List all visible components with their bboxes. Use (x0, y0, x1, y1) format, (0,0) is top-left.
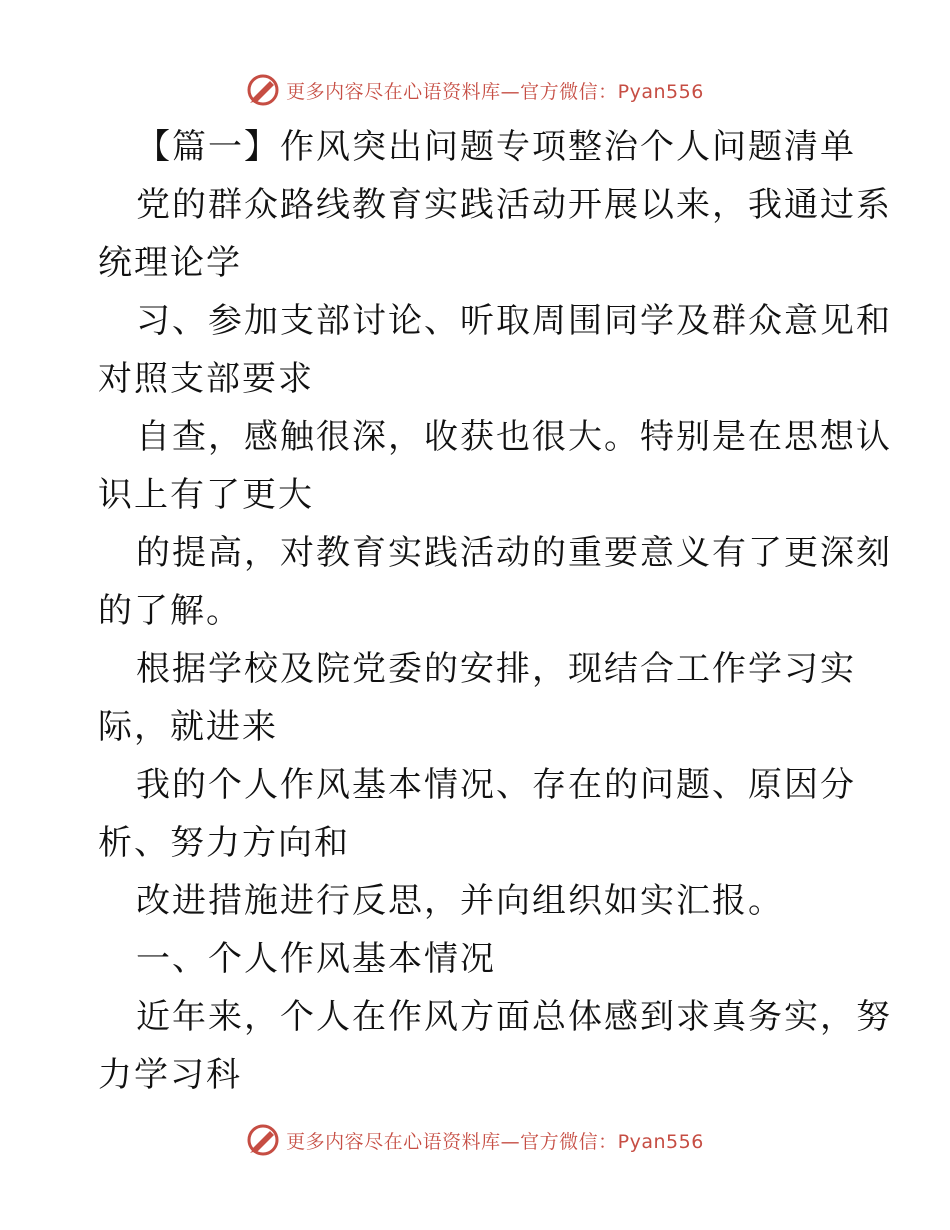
paragraph-line: 力学习科 (98, 1055, 242, 1095)
pen-logo-icon (246, 73, 280, 107)
paragraph-line: 的了解。 (98, 591, 242, 631)
section-heading: 一、个人作风基本情况 (136, 939, 496, 979)
paragraph-line: 识上有了更大 (98, 475, 314, 515)
paragraph-line: 析、努力方向和 (98, 823, 350, 863)
paragraph-line: 我的个人作风基本情况、存在的问题、原因分 (136, 765, 856, 805)
document-body (98, 118, 892, 1104)
footer-banner-text: 更多内容尽在心语资料库—官方微信：Pyan556 (286, 1130, 704, 1153)
paragraph-line: 对照支部要求 (98, 359, 314, 399)
paragraph-line: 改进措施进行反思，并向组织如实汇报。 (136, 881, 784, 921)
pen-logo-icon (246, 1123, 280, 1157)
paragraph-line: 近年来，个人在作风方面总体感到求真务实，努 (136, 997, 892, 1037)
footer-banner (0, 1120, 950, 1160)
paragraph-line: 党的群众路线教育实践活动开展以来，我通过系 (136, 185, 892, 225)
paragraph-line: 统理论学 (98, 243, 242, 283)
paragraph-line: 的提高，对教育实践活动的重要意义有了更深刻 (136, 533, 892, 573)
paragraph-line: 自查，感触很深，收获也很大。特别是在思想认 (136, 417, 892, 457)
header-banner-text: 更多内容尽在心语资料库—官方微信：Pyan556 (286, 80, 704, 103)
paragraph-line: 际，就进来 (98, 707, 278, 747)
header-banner (0, 70, 950, 110)
document-title: 【篇一】作风突出问题专项整治个人问题清单 (136, 127, 856, 167)
paragraph-line: 习、参加支部讨论、听取周围同学及群众意见和 (136, 301, 892, 341)
paragraph-line: 根据学校及院党委的安排，现结合工作学习实 (136, 649, 856, 689)
